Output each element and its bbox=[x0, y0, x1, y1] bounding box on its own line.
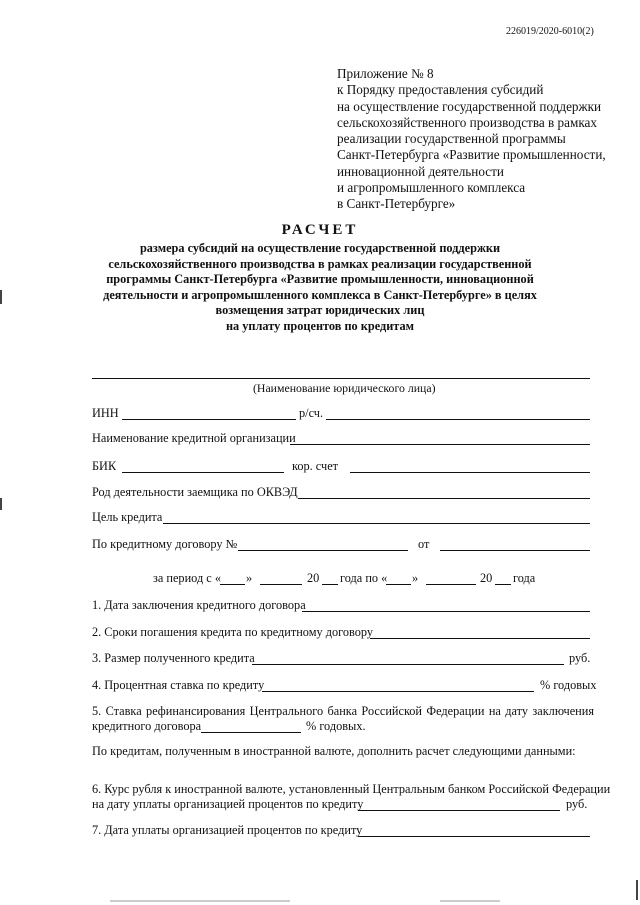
document-title bbox=[60, 222, 580, 335]
scan-bottom-artifact bbox=[440, 900, 500, 902]
okved-field[interactable] bbox=[298, 498, 590, 499]
loan-amount-field[interactable] bbox=[252, 664, 564, 665]
period-prefix: за период с « bbox=[153, 571, 221, 585]
appendix-line: к Порядку предоставления субсидий bbox=[337, 82, 544, 98]
inn-label: ИНН bbox=[92, 406, 119, 420]
title-line: программы Санкт-Петербурга «Развитие промышленности, инновационной bbox=[106, 272, 534, 287]
period-to-month-field[interactable] bbox=[426, 584, 476, 585]
appendix-line: в Санкт-Петербурге» bbox=[337, 196, 456, 212]
contract-number-field[interactable] bbox=[238, 550, 408, 551]
percent-unit: % годовых. bbox=[306, 719, 366, 733]
from-label: от bbox=[418, 537, 430, 551]
period-year-prefix: 20 bbox=[307, 571, 320, 585]
appendix-line: Санкт-Петербурга «Развитие промышленности, bbox=[337, 147, 606, 163]
period-year-prefix: 20 bbox=[480, 571, 493, 585]
purpose-label: Цель кредита bbox=[92, 510, 163, 524]
item-1-label: 1. Дата заключения кредитного договора bbox=[92, 598, 306, 612]
period-to-day-field[interactable] bbox=[386, 584, 411, 585]
appendix-line: инновационной деятельности bbox=[337, 163, 504, 179]
percent-unit: % годовых bbox=[540, 678, 597, 692]
item-2-label: 2. Сроки погашения кредита по кредитному договору bbox=[92, 625, 374, 639]
appendix-line: сельскохозяйственного производства в рамках bbox=[337, 114, 597, 130]
refinancing-rate-field[interactable] bbox=[201, 732, 301, 733]
title-line: сельскохозяйственного производства в рамках реализации государственной bbox=[108, 256, 532, 271]
corr-account-label: кор. счет bbox=[292, 459, 339, 473]
period-to-year-field[interactable] bbox=[495, 584, 511, 585]
bik-label: БИК bbox=[92, 459, 117, 473]
document-number: 226019/2020-6010(2) bbox=[506, 26, 594, 37]
item-6-label: 6. Курс рубля к иностранной валюте, установленный Центральным банком Российской Федерации bbox=[92, 782, 611, 796]
contract-label: По кредитному договору № bbox=[92, 537, 238, 551]
title-line: размера субсидий на осуществление государственной поддержки bbox=[139, 241, 501, 255]
exchange-rate-field[interactable] bbox=[358, 810, 560, 811]
bik-field[interactable] bbox=[122, 472, 284, 473]
rub-unit: руб. bbox=[566, 797, 588, 811]
appendix-line: и агропромышленного комплекса bbox=[337, 180, 526, 196]
period-from-day-field[interactable] bbox=[220, 584, 245, 585]
foreign-currency-note: По кредитам, полученным в иностранной валюте, дополнить расчет следующими данными: bbox=[92, 744, 576, 758]
item-7-label: 7. Дата уплаты организацией процентов по кредиту bbox=[92, 823, 363, 837]
appendix-line: реализации государственной программы bbox=[337, 131, 566, 147]
period-to-label: года по « bbox=[340, 571, 388, 585]
item-5-contract-label: кредитного договора bbox=[92, 719, 202, 733]
title-word: РАСЧЕТ bbox=[281, 222, 359, 238]
item-4-label: 4. Процентная ставка по кредиту bbox=[92, 678, 265, 692]
appendix-block bbox=[337, 66, 606, 213]
interest-rate-field[interactable] bbox=[262, 691, 534, 692]
period-quote: » bbox=[412, 571, 419, 585]
contract-date-concluded-field[interactable] bbox=[302, 611, 590, 612]
inn-field[interactable] bbox=[122, 419, 296, 420]
purpose-field[interactable] bbox=[163, 523, 590, 524]
title-line: возмещения затрат юридических лиц bbox=[215, 303, 425, 318]
scan-edge-mark bbox=[0, 290, 2, 304]
item-3-label: 3. Размер полученного кредита bbox=[92, 651, 255, 665]
account-field[interactable] bbox=[326, 419, 590, 420]
corr-account-field[interactable] bbox=[350, 472, 590, 473]
period-from-year-field[interactable] bbox=[322, 584, 338, 585]
period-from-month-field[interactable] bbox=[260, 584, 302, 585]
rub-unit: руб. bbox=[569, 651, 591, 665]
credit-org-label: Наименование кредитной организации bbox=[92, 431, 296, 445]
legal-entity-caption: (Наименование юридического лица) bbox=[253, 381, 436, 395]
scan-edge-mark bbox=[0, 498, 2, 510]
legal-entity-name-field[interactable] bbox=[92, 378, 590, 379]
item-5-label: 5. Ставка рефинансирования Центрального банка Российской Федерации на дату заключения bbox=[92, 704, 594, 718]
period-quote: » bbox=[246, 571, 253, 585]
title-line: на уплату процентов по кредитам bbox=[225, 318, 415, 333]
contract-date-field[interactable] bbox=[440, 550, 590, 551]
item-6-date-label: на дату уплаты организацией процентов по кредиту bbox=[92, 797, 364, 811]
interest-payment-date-field[interactable] bbox=[358, 836, 590, 837]
credit-org-field[interactable] bbox=[290, 444, 590, 445]
title-line: деятельности и агропромышленного комплекса в Санкт-Петербурге» в целях bbox=[103, 287, 537, 302]
account-label: р/сч. bbox=[299, 406, 324, 420]
appendix-line: на осуществление государственной поддержки bbox=[337, 98, 602, 114]
scan-bottom-artifact bbox=[110, 900, 290, 902]
okved-label: Род деятельности заемщика по ОКВЭД bbox=[92, 485, 298, 499]
repayment-terms-field[interactable] bbox=[370, 638, 590, 639]
scan-edge-mark bbox=[636, 880, 638, 900]
appendix-line: Приложение № 8 bbox=[337, 66, 434, 81]
period-year-suffix: года bbox=[513, 571, 536, 585]
